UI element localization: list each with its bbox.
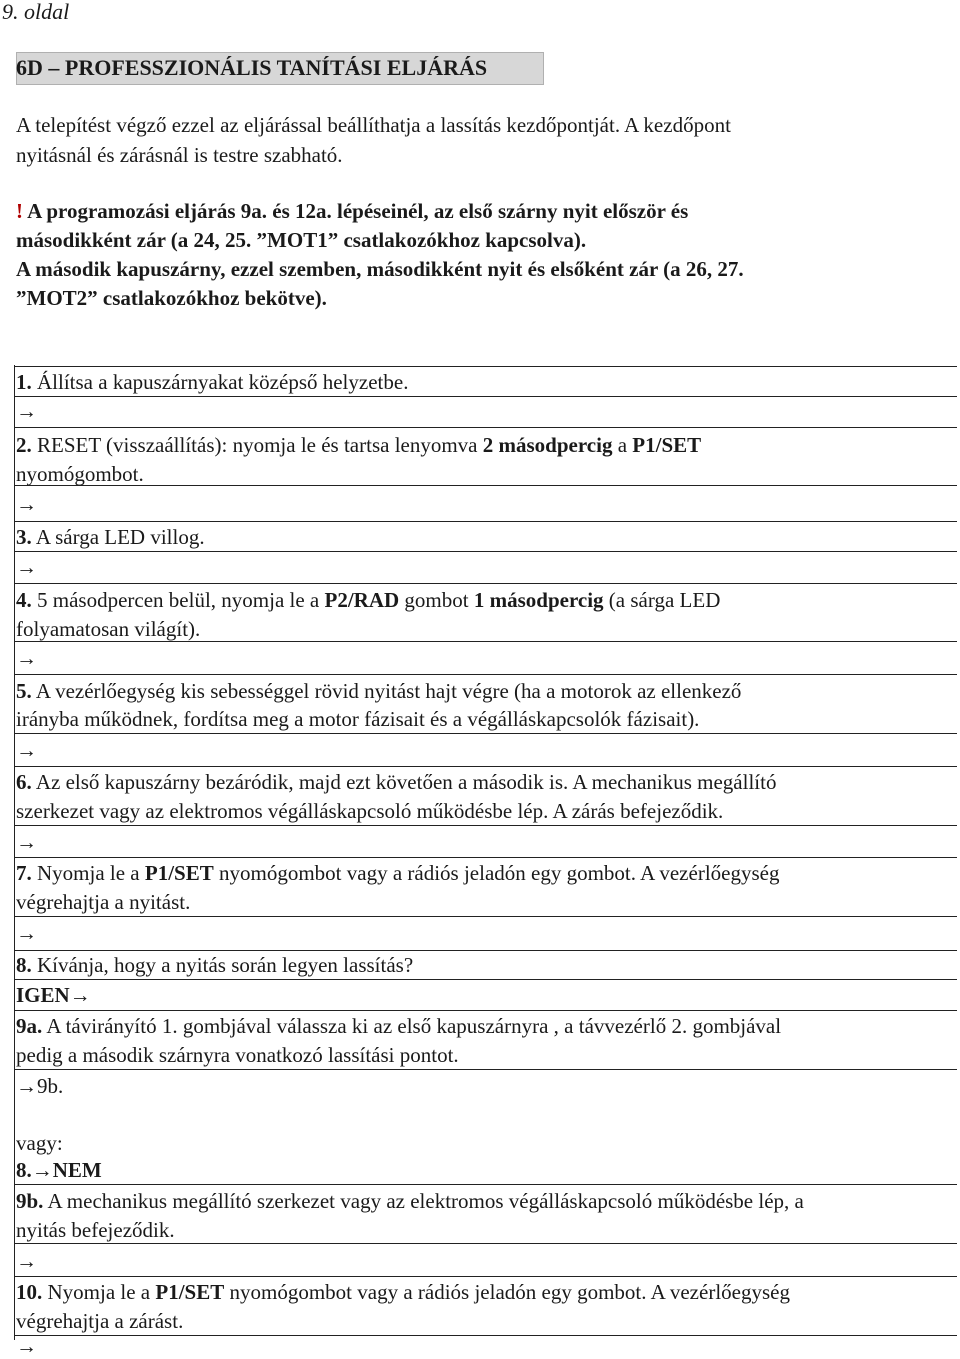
section-heading: 6D – PROFESSZIONÁLIS TANÍTÁSI ELJÁRÁS (16, 55, 488, 80)
or-label: vagy: (16, 1131, 63, 1155)
intro-line-2: nyitásnál és zárásnál is testre szabható. (16, 143, 343, 167)
step-emphasis: 1 másodpercig (473, 588, 604, 612)
step-text: Nyomja le a (42, 1280, 156, 1304)
step-text: (a sárga LED (603, 588, 721, 612)
step-number: 6. (16, 770, 32, 794)
step-number: 4. (16, 588, 32, 612)
step-3 (16, 524, 205, 550)
step-emphasis: P2/RAD (324, 588, 400, 612)
note-line-4: ”MOT2” csatlakozókhoz bekötve). (16, 286, 327, 310)
step-text: A távirányító 1. gombjával válassza ki az első kapuszárnyra , a távvezérlő 2. gombjával (42, 1014, 782, 1038)
step-number: 2. (16, 433, 32, 457)
step-2 (16, 432, 701, 458)
step-10-line-2: végrehajtja a zárást. (16, 1309, 184, 1333)
step-number: 1. (16, 370, 32, 394)
exclamation-mark: ! (16, 199, 23, 223)
arrow-icon: → (16, 921, 37, 945)
step-text: a (612, 433, 633, 457)
step-8 (16, 952, 413, 978)
note-line-3: A második kapuszárny, ezzel szemben, másodikként nyit és elsőként zár (a 26, 27. (16, 257, 744, 281)
step-2-line-2: nyomógombot. (16, 462, 144, 486)
step-text: Nyomja le a (31, 861, 145, 885)
arrow-icon: → (16, 738, 37, 762)
step-text: nyomógombot vagy a rádiós jeladón egy gombot. A vezérlőegység (213, 861, 780, 885)
arrow-icon: → (16, 830, 37, 854)
step-4-line-2: folyamatosan világít). (16, 617, 201, 641)
step-text: Az első kapuszárny bezáródik, majd ezt követően a második is. A mechanikus megállító (31, 770, 777, 794)
arrow-icon: → (16, 492, 37, 516)
step-5 (16, 678, 741, 704)
arrow-icon: → (16, 1249, 37, 1273)
note-line-1 (16, 198, 688, 224)
step-number: 3. (16, 525, 32, 549)
goto-9b: →9b. (16, 1074, 64, 1098)
step-number: 8. (16, 953, 32, 977)
arrow-icon: → (16, 399, 37, 423)
step-text: Kívánja, hogy a nyitás során legyen lassítás? (31, 953, 414, 977)
step-6-line-2: szerkezet vagy az elektromos végálláskapcsoló működésbe lép. A zárás befejeződik. (16, 799, 724, 823)
step-text: A mechanikus megállító szerkezet vagy az elektromos végálláskapcsoló működésbe lép, a (43, 1189, 804, 1213)
step-number: 5. (16, 679, 32, 703)
note-line-2: másodikként zár (a 24, 25. ”MOT1” csatlakozókhoz kapcsolva). (16, 228, 587, 252)
arrow-icon: → (16, 1334, 37, 1358)
step-5-line-2: irányba működnek, fordítsa meg a motor fázisait és a végálláskapcsolók fázisait). (16, 707, 700, 731)
step-emphasis: 2 másodpercig (482, 433, 613, 457)
step-9b-line-2: nyitás befejeződik. (16, 1218, 175, 1242)
step-7 (16, 860, 779, 886)
step-emphasis: P1/SET (144, 861, 214, 885)
step-4 (16, 587, 720, 613)
step-text: A sárga LED villog. (31, 525, 205, 549)
step-text: 5 másodpercen belül, nyomja le a (31, 588, 325, 612)
step-9a-line-2: pedig a második szárnyra vonatkozó lassítási pontot. (16, 1043, 459, 1067)
step-emphasis: P1/SET (632, 433, 702, 457)
step-7-line-2: végrehajtja a nyitást. (16, 890, 191, 914)
step-number: 7. (16, 861, 32, 885)
step-text: Állítsa a kapuszárnyakat középső helyzetbe. (31, 370, 409, 394)
step-text: gombot (399, 588, 474, 612)
yes-branch-label: IGEN→ (16, 983, 91, 1007)
step-10 (16, 1279, 790, 1305)
step-9b (16, 1188, 804, 1214)
step-9a (16, 1013, 781, 1039)
page-number: 9. oldal (2, 0, 70, 24)
step-number: 9b. (16, 1189, 44, 1213)
step-text: RESET (visszaállítás): nyomja le és tartsa lenyomva (31, 433, 483, 457)
note-text-1: A programozási eljárás 9a. és 12a. lépéseinél, az első szárny nyit először és (23, 199, 689, 223)
arrow-icon: → (16, 555, 37, 579)
arrow-icon: → (16, 646, 37, 670)
step-number: 10. (16, 1280, 43, 1304)
step-1 (16, 369, 408, 395)
step-number: 9a. (16, 1014, 43, 1038)
no-branch-label: 8.→NEM (16, 1158, 102, 1182)
intro-line-1: A telepítést végző ezzel az eljárással beállíthatja a lassítás kezdőpontját. A kezdőpont (16, 113, 731, 137)
step-6 (16, 769, 776, 795)
step-text: nyomógombot vagy a rádiós jeladón egy gombot. A vezérlőegység (224, 1280, 790, 1304)
step-text: A vezérlőegység kis sebességgel rövid nyitást hajt végre (ha a motorok az ellenkező (31, 679, 742, 703)
step-emphasis: P1/SET (155, 1280, 225, 1304)
